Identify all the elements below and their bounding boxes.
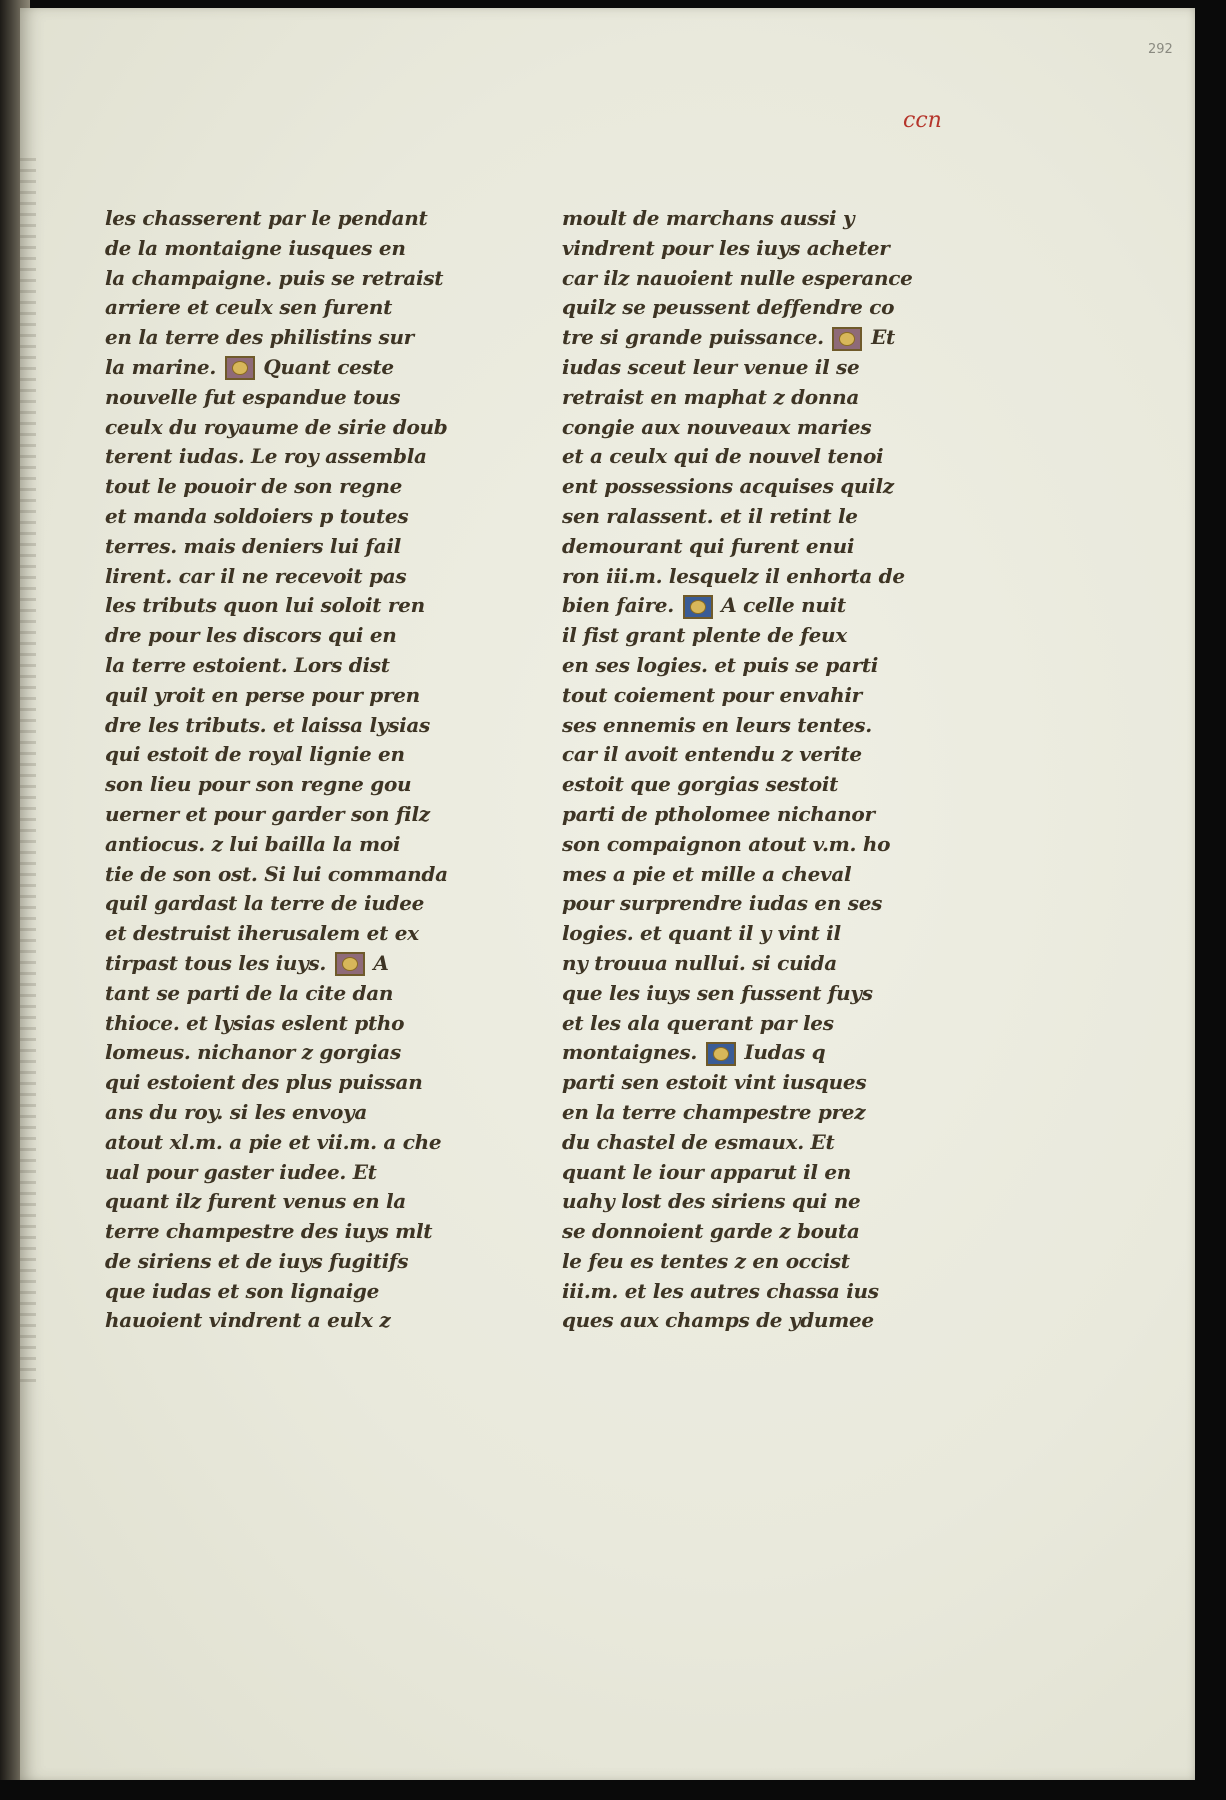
left-line: ual pour gaster iudee. Et — [105, 1159, 377, 1184]
right-line: demourant qui furent enui — [562, 533, 855, 558]
right-line: ent possessions acquises quilz — [562, 474, 894, 499]
left-line: antiocus. z lui bailla la moi — [105, 831, 401, 856]
right-line: ses ennemis en leurs tentes. — [562, 712, 872, 737]
right-line: congie aux nouveaux maries — [562, 414, 872, 439]
left-line: lirent. car il ne recevoit pas — [105, 563, 407, 588]
right-line: sen ralassent. et il retint le — [562, 503, 858, 528]
left-line: de la montaigne iusques en — [105, 235, 406, 260]
right-line: tout coiement pour envahir — [562, 682, 862, 707]
left-line: atout xl.m. a pie et vii.m. a che — [105, 1129, 442, 1154]
left-line: les tributs quon lui soloit ren — [105, 593, 425, 618]
left-line: terre champestre des iuys mlt — [105, 1219, 433, 1244]
facing-page-edge — [20, 158, 36, 1388]
text-column-left — [105, 204, 475, 1336]
left-line: terres. mais deniers lui fail — [105, 533, 401, 558]
right-line: se donnoient garde z bouta — [562, 1219, 860, 1244]
left-line: tant se parti de la cite dan — [105, 980, 394, 1005]
illuminated-initial-icon — [683, 595, 713, 619]
right-line: tre si grande puissance. Et — [562, 325, 895, 350]
left-line: son lieu pour son regne gou — [105, 772, 412, 797]
left-line: quant ilz furent venus en la — [105, 1189, 406, 1214]
right-line: parti de ptholomee nichanor — [562, 801, 875, 826]
left-line: et destruist iherusalem et ex — [105, 921, 419, 946]
left-line: dre les tributs. et laissa lysias — [105, 712, 430, 737]
left-line: tirpast tous les iuys. A — [105, 950, 389, 975]
right-line: et les ala querant par les — [562, 1010, 834, 1035]
illuminated-initial-icon — [225, 356, 255, 380]
left-line: tie de son ost. Si lui commanda — [105, 861, 448, 886]
running-head: ccn — [903, 108, 942, 133]
left-line: et manda soldoiers p toutes — [105, 503, 409, 528]
right-line: ny trouua nullui. si cuida — [562, 950, 837, 975]
right-line: ques aux champs de ydumee — [562, 1308, 874, 1333]
scan-border — [0, 1780, 1226, 1800]
illuminated-initial-icon — [832, 327, 862, 351]
left-line: dre pour les discors qui en — [105, 623, 397, 648]
right-line: ron iii.m. lesquelz il enhorta de — [562, 563, 905, 588]
right-line: car ilz nauoient nulle esperance — [562, 265, 913, 290]
right-line: estoit que gorgias sestoit — [562, 772, 839, 797]
left-line: quil gardast la terre de iudee — [105, 891, 425, 916]
text-column-right — [562, 204, 932, 1336]
right-line: retraist en maphat z donna — [562, 384, 859, 409]
left-line: hauoient vindrent a eulx z — [105, 1308, 391, 1333]
left-line: uerner et pour garder son filz — [105, 801, 430, 826]
left-line: ans du roy. si les envoya — [105, 1099, 368, 1124]
left-line: thioce. et lysias eslent ptho — [105, 1010, 405, 1035]
left-line: qui estoient des plus puissan — [105, 1070, 423, 1095]
right-line: iii.m. et les autres chassa ius — [562, 1278, 879, 1303]
left-line: qui estoit de royal lignie en — [105, 742, 405, 767]
right-line: le feu es tentes z en occist — [562, 1248, 850, 1273]
left-line: tout le pouoir de son regne — [105, 474, 403, 499]
illuminated-initial-icon — [335, 952, 365, 976]
right-line: vindrent pour les iuys acheter — [562, 235, 890, 260]
left-line: la marine. Quant ceste — [105, 354, 394, 379]
left-line: de siriens et de iuys fugitifs — [105, 1248, 409, 1273]
left-line: ceulx du royaume de sirie doub — [105, 414, 448, 439]
right-line: car il avoit entendu z verite — [562, 742, 862, 767]
left-line: en la terre des philistins sur — [105, 325, 414, 350]
right-line: il fist grant plente de feux — [562, 623, 847, 648]
left-line: les chasserent par le pendant — [105, 206, 428, 230]
right-line: mes a pie et mille a cheval — [562, 861, 852, 886]
right-line: pour surprendre iudas en ses — [562, 891, 883, 916]
left-line: quil yroit en perse pour pren — [105, 682, 420, 707]
left-line: la champaigne. puis se retraist — [105, 265, 444, 290]
left-line: lomeus. nichanor z gorgias — [105, 1040, 401, 1065]
right-line: logies. et quant il y vint il — [562, 921, 841, 946]
right-line: bien faire. A celle nuit — [562, 593, 846, 618]
left-line: arriere et ceulx sen furent — [105, 295, 393, 320]
folio-number: 292 — [1148, 42, 1173, 57]
right-line: montaignes. Iudas q — [562, 1040, 826, 1065]
right-line: en la terre champestre prez — [562, 1099, 866, 1124]
right-line: et a ceulx qui de nouvel tenoi — [562, 444, 884, 469]
right-line: quant le iour apparut il en — [562, 1159, 851, 1184]
left-line: la terre estoient. Lors dist — [105, 652, 390, 677]
right-line: uahy lost des siriens qui ne — [562, 1189, 861, 1214]
right-line: que les iuys sen fussent fuys — [562, 980, 873, 1005]
right-line: iudas sceut leur venue il se — [562, 354, 860, 379]
right-line: quilz se peussent deffendre co — [562, 295, 895, 320]
right-line: parti sen estoit vint iusques — [562, 1070, 867, 1095]
right-line: son compaignon atout v.m. ho — [562, 831, 891, 856]
right-line: moult de marchans aussi y — [562, 206, 855, 230]
left-line: que iudas et son lignaige — [105, 1278, 380, 1303]
illuminated-initial-icon — [706, 1042, 736, 1066]
right-line: du chastel de esmaux. Et — [562, 1129, 835, 1154]
left-line: terent iudas. Le roy assembla — [105, 444, 427, 469]
right-line: en ses logies. et puis se parti — [562, 652, 879, 677]
left-line: nouvelle fut espandue tous — [105, 384, 401, 409]
